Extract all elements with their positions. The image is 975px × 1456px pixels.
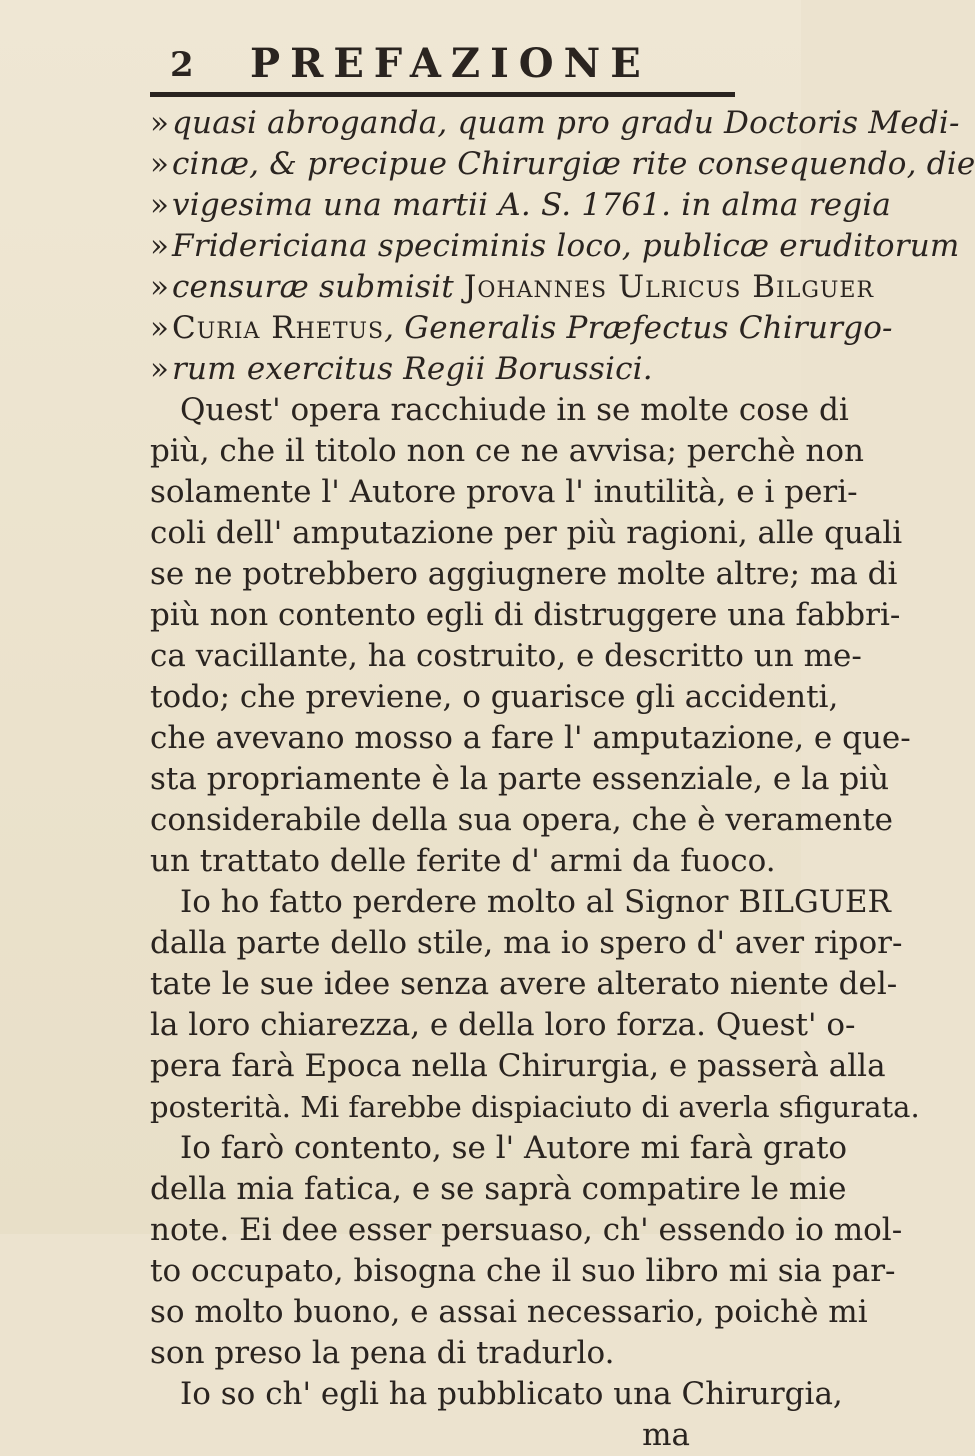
paragraph-line: più, che il titolo non ce ne avvisa; perchè non	[150, 433, 864, 469]
quote-line: »cinæ, & precipue Chirurgiæ rite consequendo, die	[150, 146, 975, 182]
paragraph-line: coli dell' amputazione per più ragioni, alle quali	[150, 515, 903, 551]
paragraph-line: son preso la pena di tradurlo.	[150, 1335, 615, 1371]
paragraph-line: se ne potrebbero aggiugnere molte altre; ma di	[150, 556, 898, 592]
catchword: ma	[642, 1417, 690, 1453]
paragraph-line: Io so ch' egli ha pubblicato una Chirurgia,	[180, 1376, 843, 1412]
quote-line: »censuræ submisit Johannes Ulricus Bilguer	[150, 269, 875, 305]
paragraph-line: ca vacillante, ha costruito, e descritto un me-	[150, 638, 862, 674]
header-rule	[150, 92, 735, 97]
quote-line: »rum exercitus Regii Borussici.	[150, 351, 653, 387]
paragraph-line: più non contento egli di distruggere una fabbri-	[150, 597, 901, 633]
paragraph-line: la loro chiarezza, e della loro forza. Quest' o-	[150, 1007, 856, 1043]
paragraph-line: che avevano mosso a fare l' amputazione, e que-	[150, 720, 911, 756]
paragraph-line: considerabile della sua opera, che è veramente	[150, 802, 894, 838]
paragraph-line: pera farà Epoca nella Chirurgia, e passerà alla	[150, 1048, 886, 1084]
paragraph-line: Io ho fatto perdere molto al Signor BILGUER	[180, 884, 891, 920]
paragraph-line: della mia fatica, e se saprà compatire le mie	[150, 1171, 847, 1207]
paragraph-line: todo; che previene, o guarisce gli accidenti,	[150, 679, 839, 715]
page-number: 2	[170, 45, 194, 85]
running-title: PREFAZIONE	[250, 40, 651, 87]
author-name: Johannes Ulricus Bilguer	[463, 269, 875, 305]
paragraph-line: sta propriamente è la parte essenziale, e la più	[150, 761, 890, 797]
paragraph-line: un trattato delle ferite d' armi da fuoco.	[150, 843, 776, 879]
paragraph-line: note. Ei dee esser persuaso, ch' essendo io mol-	[150, 1212, 903, 1248]
page-body	[150, 103, 975, 1456]
quote-line: »Fridericiana speciminis loco, publicæ eruditorum	[150, 228, 960, 264]
page-header	[0, 0, 801, 100]
quote-line: »quasi abroganda, quam pro gradu Doctoris Medi-	[150, 105, 960, 141]
paragraph-line: solamente l' Autore prova l' inutilità, e i peri-	[150, 474, 858, 510]
paragraph-line: Io farò contento, se l' Autore mi farà grato	[180, 1130, 848, 1166]
quote-line: »Curia Rhetus, Generalis Præfectus Chirurgo-	[150, 310, 893, 346]
author-origin: Curia Rhetus	[172, 310, 385, 346]
paragraph-line: tate le sue idee senza avere alterato niente del-	[150, 966, 898, 1002]
paragraph-line: to occupato, bisogna che il suo libro mi sia par-	[150, 1253, 896, 1289]
paragraph-line: so molto buono, e assai necessario, poichè mi	[150, 1294, 868, 1330]
quote-line: »vigesima una martii A. S. 1761. in alma regia	[150, 187, 892, 223]
paragraph-line: posterità. Mi farebbe dispiaciuto di averla sfigurata.	[150, 1090, 920, 1124]
paragraph-line: Quest' opera racchiude in se molte cose di	[180, 392, 849, 428]
paragraph-line: dalla parte dello stile, ma io spero d' aver ripor-	[150, 925, 903, 961]
